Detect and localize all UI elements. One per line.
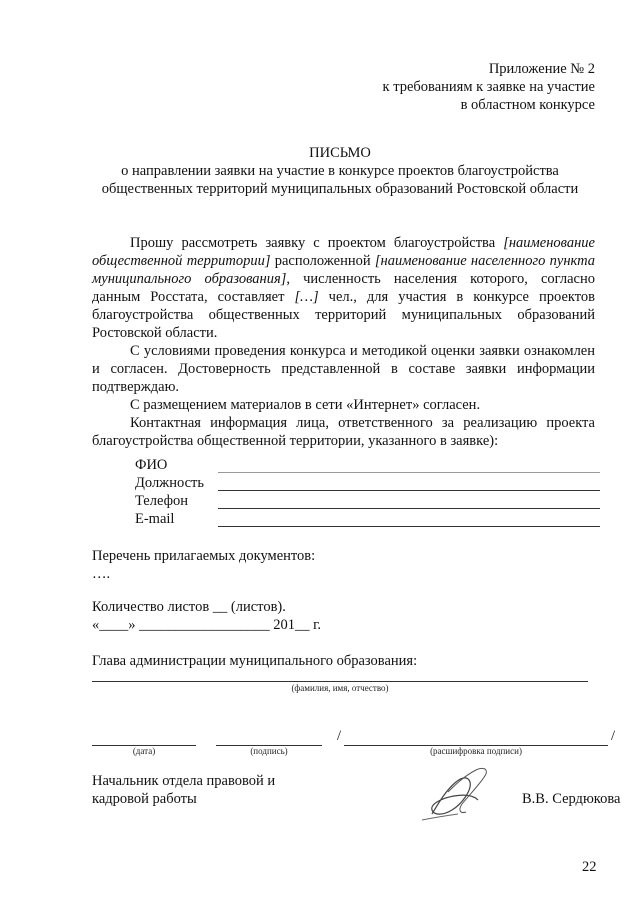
placeholder-population: […] <box>294 289 319 305</box>
sheets-count: Количество листов __ (листов). <box>92 599 286 615</box>
handwritten-signature <box>412 764 502 824</box>
head-admin-caption: (фамилия, имя, отчество) <box>291 683 389 693</box>
body-paragraph-4: Контактная информация лица, ответственного за реализацию проекта благоустройства общественной территории, указанного в заявке): <box>92 415 595 449</box>
chief-name: В.В. Сердюкова <box>522 791 621 807</box>
body-paragraph-3: С размещением материалов в сети «Интернет» согласен. <box>130 397 481 413</box>
date-caption: (дата) <box>132 746 156 756</box>
slash-left: / <box>337 728 342 744</box>
chief-title-line-1: Начальник отдела правовой и <box>92 773 276 789</box>
title-heading: ПИСЬМО <box>309 145 371 161</box>
placeholder-territory: [наименование общественной территории] <box>92 235 595 269</box>
body-paragraph-2: С условиями проведения конкурса и методикой оценки заявки ознакомлен и согласен. Достоверность представленной в составе заявки информации подтверждаю. <box>92 343 595 395</box>
signature-caption: (подпись) <box>250 746 288 756</box>
appendix-line-2: к требованиям к заявке на участие <box>382 79 595 95</box>
contact-field-phone[interactable] <box>218 508 600 509</box>
contact-field-position[interactable] <box>218 490 600 491</box>
letter-body <box>92 234 595 450</box>
placeholder-settlement: [наименование населенного пункта муниципального образования] <box>92 253 596 287</box>
body-paragraph-1: Прошу рассмотреть заявку с проектом благоустройства [наименование общественной территории] расположенной [наименование населенного пункта муниципального образования], численность населения которого, согласно данным Росстата, составляет […] чел., для участия в конкурсе проектов благоустройства общественных территорий муниципальных образований Ростовской области. <box>92 235 596 341</box>
contact-label-position: Должность <box>135 475 204 491</box>
head-admin-name-line[interactable] <box>92 681 588 682</box>
contact-field-email[interactable] <box>218 526 600 527</box>
contact-label-fio: ФИО <box>135 457 168 473</box>
contact-label-phone: Телефон <box>135 493 188 509</box>
appendix-block <box>275 60 595 114</box>
title-line-1: о направлении заявки на участие в конкурсе проектов благоустройства <box>121 163 559 179</box>
contact-label-email: E-mail <box>135 511 175 527</box>
slash-right: / <box>611 728 616 744</box>
documents-dots: …. <box>92 566 111 582</box>
chief-title <box>92 772 275 808</box>
head-admin-label: Глава администрации муниципального образования: <box>92 653 418 669</box>
chief-title-line-2: кадровой работы <box>92 791 197 807</box>
appendix-line-1: Приложение № 2 <box>488 61 595 77</box>
sheets-block <box>92 598 321 634</box>
documents-list <box>92 547 315 583</box>
documents-label: Перечень прилагаемых документов: <box>92 548 316 564</box>
sheets-date: «____» __________________ 201__ г. <box>92 617 322 633</box>
appendix-line-3: в областном конкурсе <box>460 97 595 113</box>
page-number: 22 <box>582 859 597 875</box>
contact-field-fio[interactable] <box>218 472 600 473</box>
letter-title <box>60 144 620 198</box>
title-line-2: общественных территорий муниципальных образований Ростовской области <box>101 181 579 197</box>
decode-caption: (расшифровка подписи) <box>430 746 522 756</box>
